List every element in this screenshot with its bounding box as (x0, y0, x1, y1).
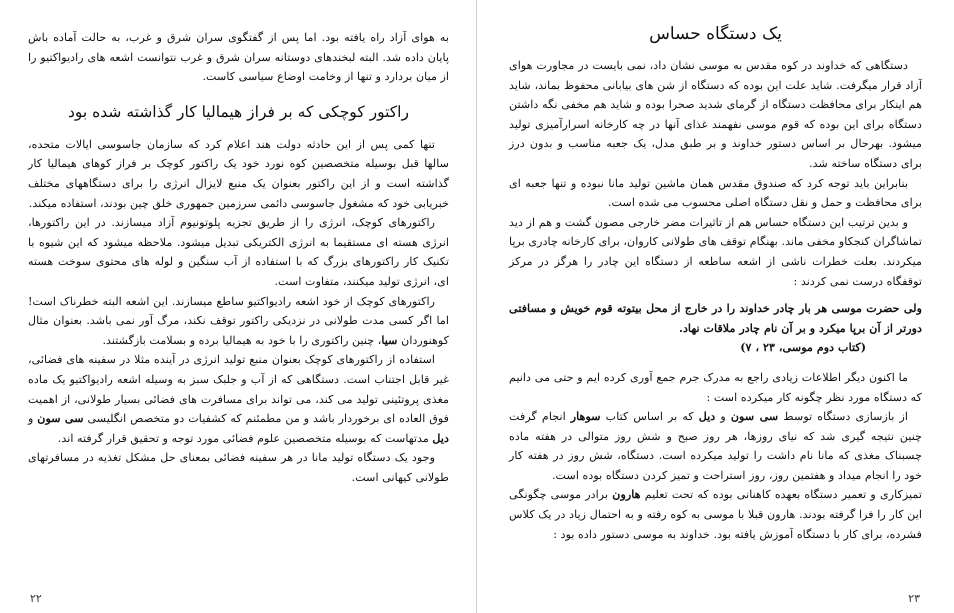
right-paragraph-6-bold: هارون (612, 487, 641, 502)
left-paragraph-3 (28, 292, 449, 351)
right-paragraph-5 (509, 407, 922, 485)
right-paragraph-5-and: و (715, 410, 731, 424)
right-paragraph-6 (509, 485, 922, 544)
right-paragraph-5-text-b: که بر اساس کتاب (600, 410, 699, 424)
left-paragraph-3-text-a: راکتورهای کوچک از خود اشعه رادیواکتیو ساطع میسازند. این اشعه البته خطرناک است! اما اگر کسی مدت طولانی در نزدیکی راکتور توقف نکند، مرگ آور نمی باشد. بعنوان مثال کوهنوردان (28, 294, 449, 347)
left-paragraph-5: وجود یک دستگاه تولید مانا در هر سفینه فضائی بمعنای حل مشکل تغذیه در مسافرتهای طولانی کیهانی است. (28, 451, 449, 484)
right-paragraph-5-bold-2: دیل (698, 409, 716, 424)
right-paragraph-6-text-b: برادر موسی چگونگی این کار را فرا گرفته بودند. هارون قبلا با موسی به کوه رفته و به احتمال زیاد در یک کلاس فشرده، برای کار با دستگاه آموزش یافته بود. خداوند به موسی دستور داده بود : (509, 488, 922, 541)
right-paragraph-5-bold-1: سی سون (730, 409, 779, 424)
left-page-number: ۲۲ (30, 592, 42, 605)
left-paragraph-4 (28, 350, 449, 448)
right-paragraph-5-text-a: از بازسازی دستگاه توسط (778, 410, 908, 424)
left-intro-paragraph: به هوای آزاد راه یافته بود. اما پس از گفتگوی سران شرق و غرب، به حالت آماده باش پایان داده شد. البته لبخندهای دوستانه سران شرق و غرب نتوانست اشعه های رادیواکتیو را از میان بردارد و تنها از وخامت اوضاع سیاسی کاست. (28, 31, 449, 84)
left-paragraph-3-bold: سیا (381, 332, 398, 347)
scripture-quote: ولی حضرت موسی هر بار چادر خداوند را در خارج از محل بیتوته قوم خویش و مسافتی دورتر از آن برپا میکرد و بر آن نام چادر ملاقات نهاد. (509, 301, 922, 335)
left-paragraph-3-text-b: ، چنین راکتوری را با خود به هیمالیا برده و بسلامت بازگشتند. (102, 333, 382, 347)
left-paragraph-4-text-b: مدتهاست که بوسیله متخصصین علوم فضائی مورد توجه و تحقیق قرار گرفته اند. (57, 431, 433, 445)
right-paragraph-6-text-a: تمیزکاری و تعمیر دستگاه بعهده کاهنانی بوده که تحت تعلیم (640, 488, 922, 502)
right-paragraph-2: بنابراین باید توجه کرد که صندوق مقدس همان ماشین تولید مانا نبوده و تنها جعبه ای برای محافظت و حمل و نقل دستگاه اصلی محسوب می شده است. (509, 176, 922, 210)
left-paragraph-4-bold-2: دیل (432, 430, 449, 445)
left-paragraph-4-and: و (28, 412, 38, 426)
right-paragraph-4: ما اکنون دیگر اطلاعات زیادی راجع به مدرک جرم جمع آوری کرده ایم و حتی می دانیم که دستگاه مورد نظر چگونه کار میکرده است : (509, 370, 922, 404)
scripture-reference: (کتاب دوم موسی، ۲۳ ، ۷) (740, 340, 866, 355)
right-page-number: ۲۳ (908, 592, 920, 605)
right-page (477, 0, 954, 613)
right-paragraph-5-text-c: انجام گرفت چنین نتیجه گیری شد که نیای روزها، هر روز صبح و شش روز متوالی در هفته ماده چسبناک مغذی که مانا نام داشت را تولید میکرده است. دستگاه، شش روز در هفته کار خود را انجام میداد و هفتمین روز، روز استراحت و تمیز کردن دستگاه بوده است. (509, 410, 922, 482)
left-section-heading: راکتور کوچکی که بر فراز هیمالیا کار گذاشته شده بود (68, 102, 409, 121)
right-paragraph-5-bold-3: سوهار (570, 409, 601, 424)
right-page-title: یک دستگاه حساس (649, 24, 782, 44)
left-paragraph-4-bold-1: سی سون (37, 411, 84, 426)
right-paragraph-3: و بدین ترتیب این دستگاه حساس هم از تاثیرات مضر خارجی مصون گشت و هم از دید تماشاگران کنجکاو مخفی ماند. بهنگام توقف های طولانی کاروان، برای کارخانه چادری برپا میکردند. بعلت خطرات ناشی از اشعه ساطعه از دستگاه این چادر را هرگز در مرکز توقفگاه درست نمی کردند : (509, 215, 922, 288)
left-paragraph-2: راکتورهای کوچک، انرژی را از طریق تجزیه پلوتونیوم آزاد میسازند. در این راکتورها، انرژی هسته ای مستقیما به انرژی الکتریکی تبدیل میشود. ملاحظه میشود که این شیوه با تکنیک کار راکتورهای بزرگ که با استفاده از آب سنگین و لوله های محتوی سوخت هسته ای، انرژی تولید میکنند، متفاوت است. (28, 216, 449, 288)
left-paragraph-4-text-a: استفاده از راکتورهای کوچک بعنوان منبع تولید انرژی در آینده مثلا در سفینه های فضائی، غیر قابل اجتناب است. دستگاهی که از آب و جلبک سبز به وسیله اشعه رادیواکتیو یک ماده مغذی پروتئینی تولید می کند، می تواند برای مسافرت های فضائی بسیار طولانی، از اهمیت فوق العاده ای برخوردار باشد و من مطمئنم که کشفیات دو متخصص انگلیسی (28, 353, 449, 426)
left-paragraph-1: تنها کمی پس از این حادثه دولت هند اعلام کرد که سازمان جاسوسی ایالات متحده، سالها قبل بوسیله متخصصین کوه نورد خود یک راکتور کوچک بر فراز کوهای هیمالیا کار گذاشته است و از این راکتور بعنوان یک منبع لایزال انرژی را برای دستگاههای مختلف خبریابی خود که مشغول جاسوسی دائمی سرزمین جمهوری خلق چین بودند، استفاده میکند. (28, 137, 449, 210)
right-paragraph-1: دستگاهی که خداوند در کوه مقدس به موسی نشان داد، نمی بایست در مجاورت هوای آزاد قرار میگرفت. شاید علت این بوده که دستگاه از شن های بیابانی محفوظ بماند، شاید هم اینکار برای محافظت دستگاه از گرمای شدید صحرا بوده و شاید هم مخفی نگه داشتن دستگاه برای این بوده که قوم موسی نفهمند غذای آنها در چه کارخانه اسرارآمیزی تولید میشود. بهرحال بر اساس دستور خداوند و بر طبق مدل، یک جعبه مناسب و بدون درز برای دستگاه ساخته شد. (509, 59, 922, 170)
